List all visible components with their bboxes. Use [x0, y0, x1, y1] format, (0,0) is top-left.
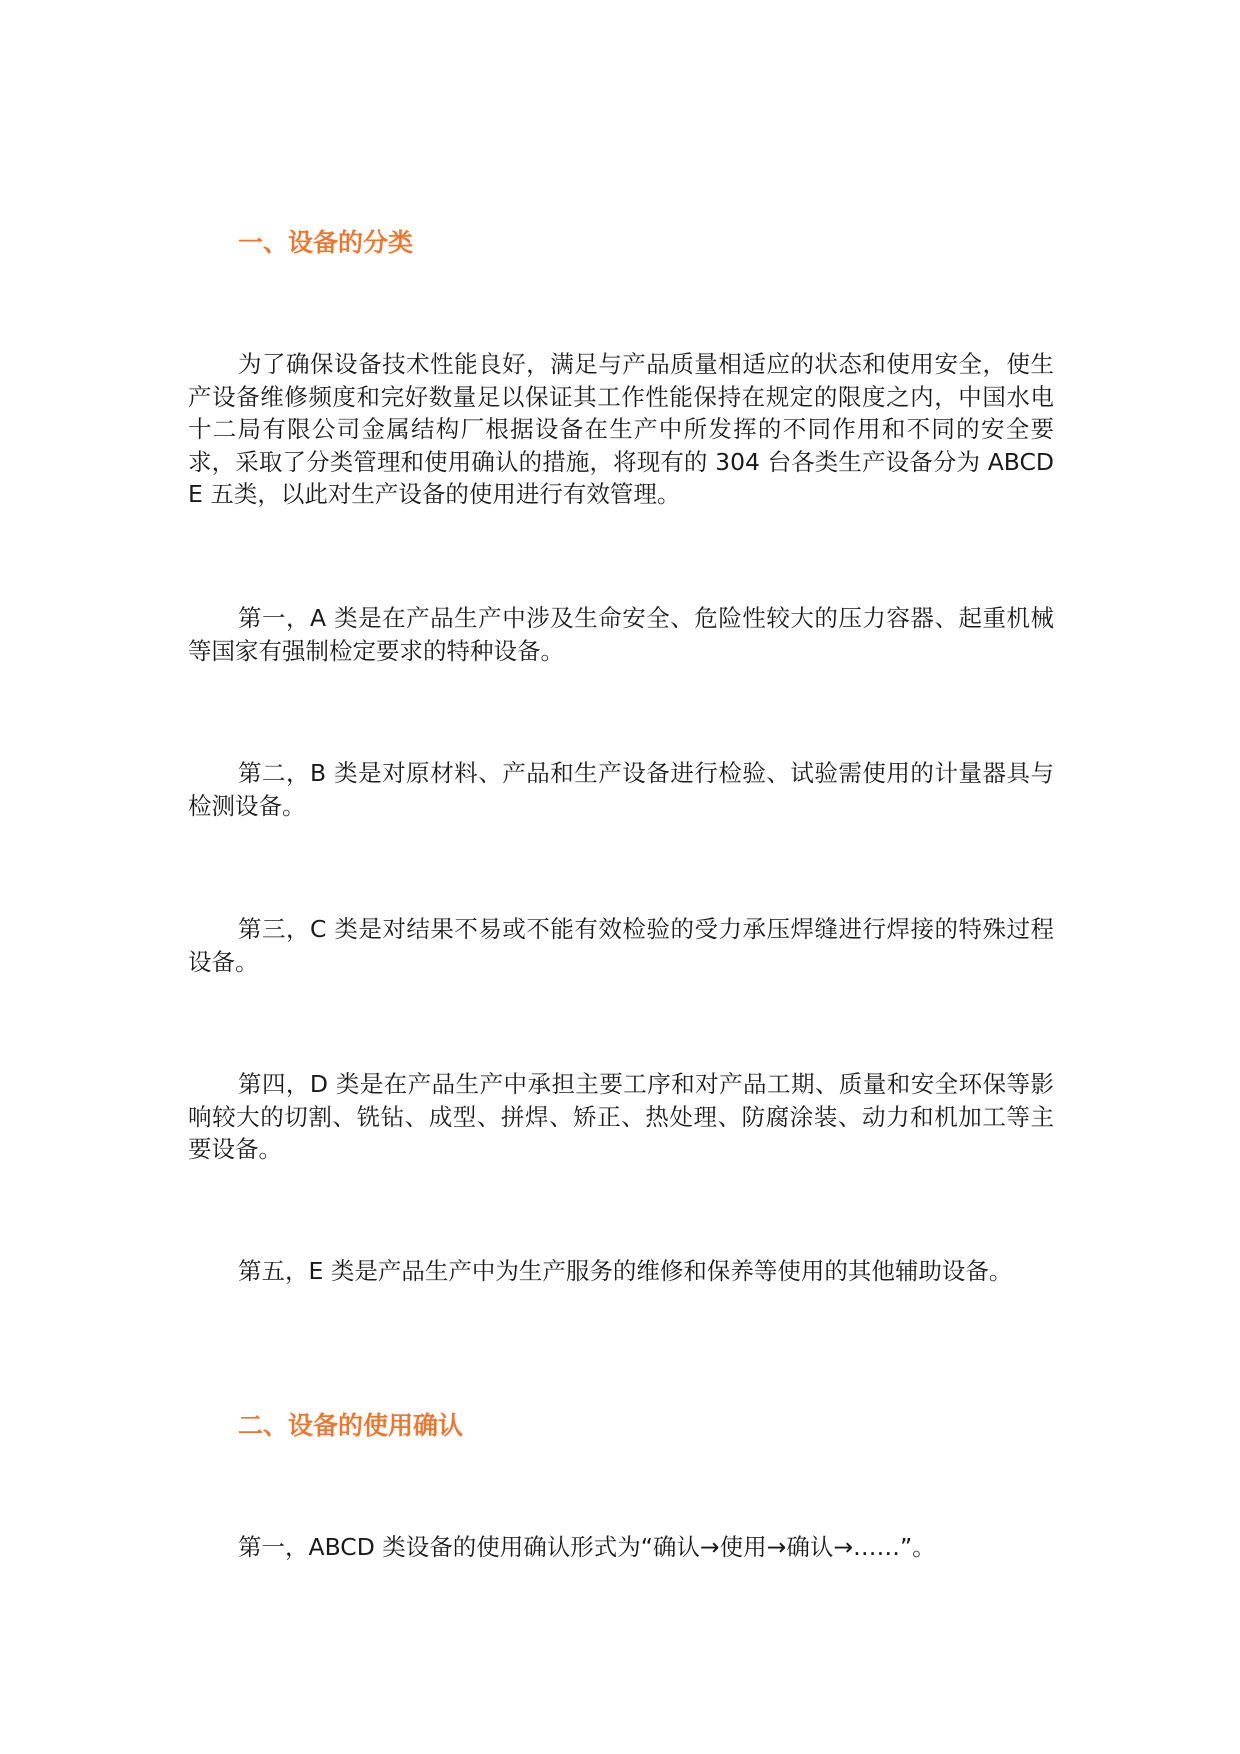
section-heading-classification: 一、设备的分类	[238, 228, 414, 257]
category-e-paragraph: 第五，E 类是产品生产中为生产服务的维修和保养等使用的其他辅助设备。	[238, 1257, 1013, 1285]
category-a-paragraph: 第一，A 类是在产品生产中涉及生命安全、危险性较大的压力容器、起重机械等国家有强制检定要求的特种设备。	[188, 604, 1054, 665]
confirmation-paragraph-1: 第一，ABCD 类设备的使用确认形式为“确认→使用→确认→……”。	[238, 1533, 936, 1561]
category-d-paragraph: 第四，D 类是在产品生产中承担主要工序和对产品工期、质量和安全环保等影响较大的切割、铣钻、成型、拼焊、矫正、热处理、防腐涂装、动力和机加工等主要设备。	[188, 1070, 1054, 1163]
section-heading-usage-confirmation: 二、设备的使用确认	[238, 1411, 464, 1440]
intro-paragraph: 为了确保设备技术性能良好，满足与产品质量相适应的状态和使用安全，使生产设备维修频度和完好数量足以保证其工作性能保持在规定的限度之内，中国水电十二局有限公司金属结构厂根据设备在生产中所发挥的不同作用和不同的安全要求，采取了分类管理和使用确认的措施，将现有的 304 台各类生产设备分为 ABCDE 五类，以此对生产设备的使用进行有效管理。	[188, 350, 1054, 508]
category-b-paragraph: 第二，B 类是对原材料、产品和生产设备进行检验、试验需使用的计量器具与检测设备。	[188, 759, 1054, 820]
category-c-paragraph: 第三，C 类是对结果不易或不能有效检验的受力承压焊缝进行焊接的特殊过程设备。	[188, 915, 1054, 976]
